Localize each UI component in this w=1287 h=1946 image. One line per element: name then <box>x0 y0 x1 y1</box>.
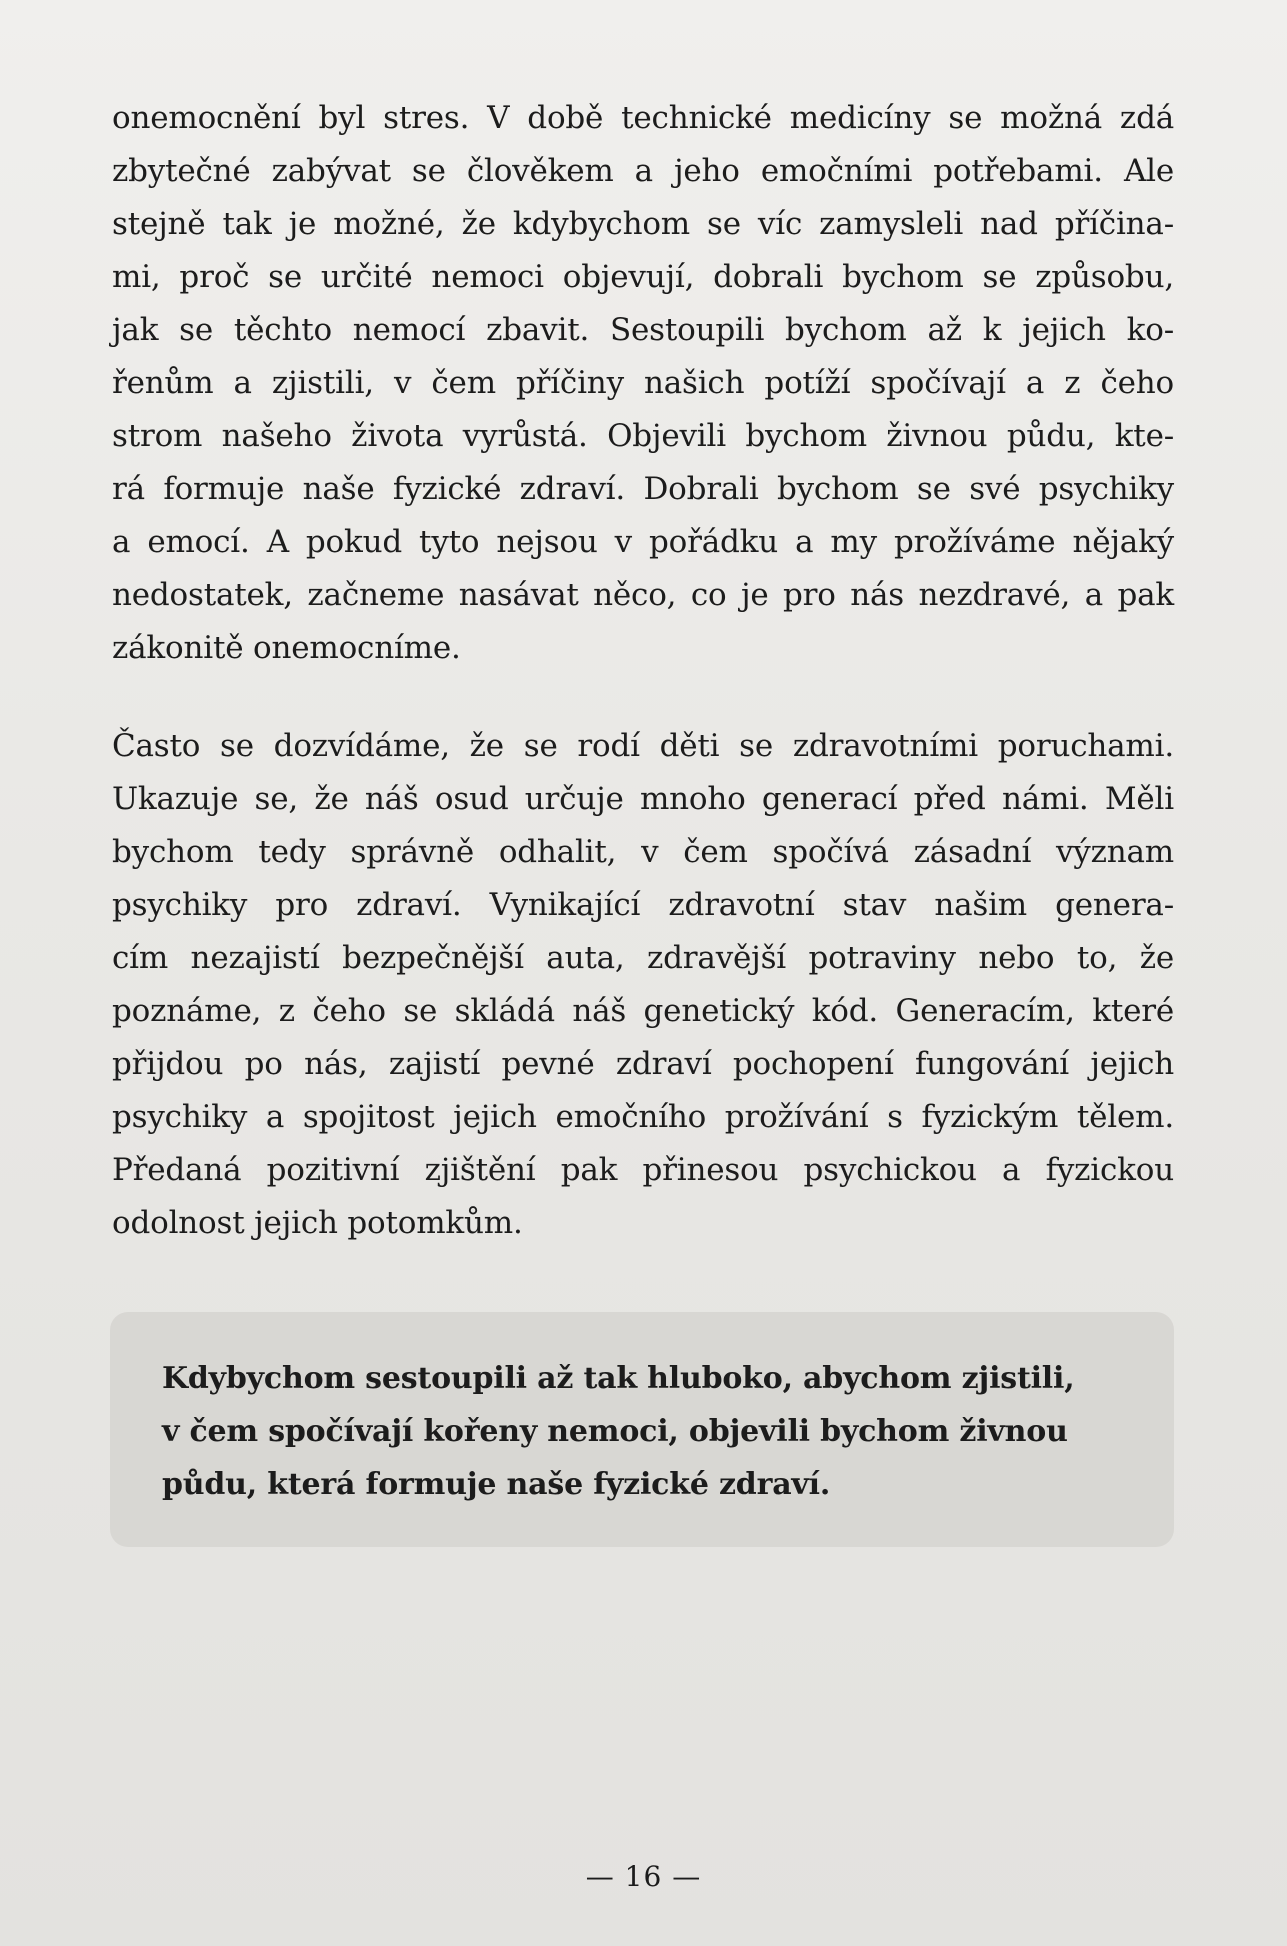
text-line: odolnost jejich potomkům. <box>112 1205 523 1241</box>
text-line: Často se dozvídáme, že se rodí děti se zdravotními poruchami. <box>112 728 1174 764</box>
text-line: řenům a zjistili, v čem příčiny našich potíží spočívají a z čeho <box>112 365 1174 401</box>
text-line: mi, proč se určité nemoci objevují, dobrali bychom se způsobu, <box>112 259 1174 295</box>
text-line: rá formuje naše fyzické zdraví. Dobrali bychom se své psychiky <box>112 471 1174 507</box>
pull-quote-line: půdu, která formuje naše fyzické zdraví. <box>162 1467 831 1502</box>
text-line: poznáme, z čeho se skládá náš genetický kód. Generacím, které <box>112 993 1174 1029</box>
text-line: onemocnění byl stres. V době technické medicíny se možná zdá <box>112 100 1174 136</box>
text-line: Ukazuje se, že náš osud určuje mnoho generací před námi. Měli <box>112 781 1174 817</box>
text-line: psychiky a spojitost jejich emočního prožívání s fyzickým tělem. <box>112 1099 1174 1135</box>
text-line: jak se těchto nemocí zbavit. Sestoupili bychom až k jejich ko- <box>112 312 1174 348</box>
text-line: psychiky pro zdraví. Vynikající zdravotní stav našim genera- <box>112 887 1174 923</box>
text-line: Předaná pozitivní zjištění pak přinesou psychickou a fyzickou <box>112 1152 1174 1188</box>
text-line: stejně tak je možné, že kdybychom se víc zamysleli nad příčina- <box>112 206 1174 242</box>
text-line: a emocí. A pokud tyto nejsou v pořádku a my prožíváme nějaký <box>112 524 1174 560</box>
body-paragraph-1 <box>112 92 1174 675</box>
text-line: cím nezajistí bezpečnější auta, zdravější potraviny nebo to, že <box>112 940 1174 976</box>
pull-quote-line: Kdybychom sestoupili až tak hluboko, abychom zjistili, <box>162 1361 1075 1396</box>
text-line: zbytečné zabývat se člověkem a jeho emočními potřebami. Ale <box>112 153 1174 189</box>
text-line: přijdou po nás, zajistí pevné zdraví pochopení fungování jejich <box>112 1046 1174 1082</box>
pull-quote-text <box>162 1352 1132 1511</box>
text-line: bychom tedy správně odhalit, v čem spočívá zásadní význam <box>112 834 1174 870</box>
text-line: zákonitě onemocníme. <box>112 630 461 666</box>
text-line: nedostatek, začneme nasávat něco, co je pro nás nezdravé, a pak <box>112 577 1174 613</box>
pull-quote-box <box>110 1312 1174 1547</box>
text-line: strom našeho života vyrůstá. Objevili bychom živnou půdu, kte- <box>112 418 1174 454</box>
page-number: — 16 — <box>585 1860 702 1893</box>
pull-quote-line: v čem spočívají kořeny nemoci, objevili bychom živnou <box>162 1414 1068 1449</box>
body-paragraph-2 <box>112 720 1174 1250</box>
